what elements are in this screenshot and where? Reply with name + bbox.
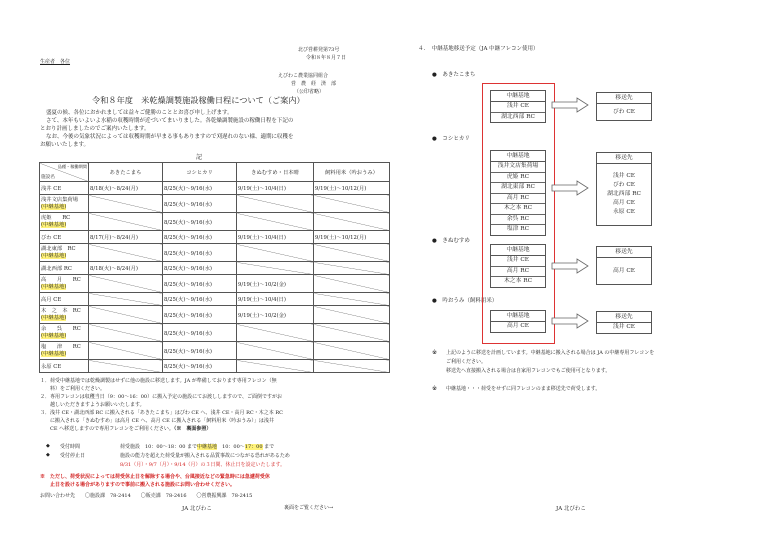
variety-label: ● きぬむすめ	[432, 238, 470, 244]
empty-cell	[89, 342, 163, 360]
facility-name-cell	[40, 342, 89, 360]
empty-cell	[314, 262, 390, 275]
org-name: えびわこ農業協同組合	[278, 73, 329, 79]
empty-cell	[314, 213, 390, 231]
reference-mark-icon: ※	[432, 385, 438, 392]
empty-cell	[237, 342, 314, 360]
table-row	[40, 195, 390, 213]
table-row	[40, 244, 390, 262]
schedule-cell: 8/25(火)〜9/16(水)	[163, 306, 237, 324]
relay-base-tag: (中継基地)	[41, 350, 67, 357]
reference-mark-icon: ※	[432, 349, 438, 356]
destination-box	[596, 311, 652, 334]
facility-name: 虎姫 RC	[41, 214, 71, 221]
schedule-cell: 8/25(火)〜9/16(水)	[163, 195, 237, 213]
schedule-cell: 8/25(火)〜9/16(水)	[163, 275, 237, 293]
schedule-cell: 8/18(火)〜8/24(月)	[89, 182, 163, 195]
table-row	[40, 324, 390, 342]
empty-cell	[314, 324, 390, 342]
relay-facility: 虎姫 RC	[491, 173, 545, 184]
relay-box-header: 中継基地	[491, 311, 545, 322]
facility-name: 永原 CE	[40, 360, 89, 373]
schedule-cell: 8/25(火)〜9/16(水)	[163, 262, 237, 275]
contact-info: お問い合わせ先 〇施設課 78-2414 〇販売課 78-2416 〇営農振興課 78-2415	[40, 493, 253, 499]
facility-name: 高月 CE	[40, 293, 89, 306]
bullet-diamond-icon: ◆	[46, 452, 50, 458]
table-row	[40, 231, 390, 244]
ki-label: 記	[196, 154, 203, 161]
destination-facility: 高月 CE	[612, 200, 636, 206]
facility-name: びわ CE	[40, 231, 89, 244]
empty-cell	[237, 213, 314, 231]
note-line: ２．専用フレコンは収穫当日（9：00〜16：00）に搬入予定の施設にてお渡ししますので、ご面倒ですがお	[40, 394, 282, 400]
empty-cell	[314, 195, 390, 213]
destination-facility: びわ CE	[612, 109, 636, 115]
facility-name: 湖北西部 RC	[40, 262, 89, 275]
schedule-cell: 8/25(火)〜9/16(水)	[163, 231, 237, 244]
schedule-cell: 8/25(火)〜9/16(水)	[163, 293, 237, 306]
body-line-5: お願いいたします。	[40, 142, 90, 148]
empty-cell	[89, 195, 163, 213]
relay-facility: 木之本 RC	[491, 204, 545, 215]
relay-base-tag: (中継基地)	[41, 314, 67, 321]
destination-facility: 高月 CE	[612, 268, 636, 274]
schedule-cell: 8/25(火)〜9/16(水)	[163, 360, 237, 373]
schedule-cell: 8/17(月)〜8/24(月)	[89, 231, 163, 244]
transfer-arrow-icon	[551, 313, 589, 329]
empty-cell	[314, 342, 390, 360]
destination-box	[596, 152, 652, 226]
note-text: CE へ移送しますので専用フレコンをご利用ください。	[40, 426, 174, 432]
table-header-row	[40, 163, 390, 182]
relay-facility: 湖北西部 RC	[501, 113, 535, 120]
relay-definition-note: 中継基地・・・荷受をせずに同フレコンのまま移送先で荷受します。	[446, 386, 601, 392]
facility-name-cell	[40, 213, 89, 231]
table-row	[40, 360, 390, 373]
empty-cell	[314, 293, 390, 306]
relay-facility: 余呉 RC	[491, 215, 545, 226]
stop-text: 施設の能力を超えた荷受量が搬入される品質事故につながる恐れがあるため	[120, 453, 290, 459]
column-header: きぬむすめ・日本晴	[237, 163, 314, 182]
empty-cell	[89, 213, 163, 231]
variety-name: 吟おうみ（飼料用米）	[442, 298, 498, 304]
destination-facility: 浅井 CE	[612, 173, 636, 179]
destination-facility: びわ CE	[612, 182, 636, 188]
stop-label: 受付停止日	[60, 453, 86, 459]
empty-cell	[314, 244, 390, 262]
note-line: に搬入される「きぬむすめ」は高月 CE へ、高月 CE に搬入される「飼料用米（吟おうみ）」は浅井	[40, 418, 274, 424]
receive-label: 受付時間	[60, 444, 81, 450]
table-row	[40, 293, 390, 306]
warning-line-2: 止日を設ける場合がありますので事前に搬入される施設にお問い合わせください。	[40, 482, 236, 488]
destination-facility: 浅井 CE	[612, 324, 636, 330]
facility-name: 高 月 RC	[41, 276, 81, 283]
schedule-cell: 8/25(火)〜9/16(水)	[163, 182, 237, 195]
doc-date: 令和８年８月７日	[306, 55, 347, 61]
destination-box-header: 移送先	[597, 312, 651, 323]
column-header: コシヒカリ	[163, 163, 237, 182]
relay-base-box	[490, 310, 546, 333]
variety-label: ● あきたこまち	[432, 72, 476, 78]
schedule-cell: 8/25(火)〜9/16(水)	[163, 213, 237, 231]
footer-org: JA 北びわこ	[556, 506, 586, 512]
body-line-4: なお、今後の気象状況によっては収穫時期が早まる事もありますので刈遅れのない様、適期に収穫を	[46, 134, 294, 140]
transfer-arrow-icon	[551, 258, 589, 274]
variety-name: あきたこまち	[442, 72, 476, 78]
header-variety-label: 品種・稼働期間	[57, 164, 87, 169]
relay-base-tag: (中継基地)	[41, 221, 67, 228]
table-row	[40, 275, 390, 293]
back-page-reference: （※ 裏面参照）	[173, 426, 212, 432]
table-row	[40, 342, 390, 360]
empty-cell	[314, 275, 390, 293]
relay-base-highlight: 中継基地	[197, 444, 218, 450]
seal-omitted: （公印省略）	[294, 89, 325, 95]
variety-name: コシヒカリ	[442, 136, 470, 142]
stop-dates: 8/31（月）・9/7（月）・9/14（月）の３日間、休止日を設定いたします。	[120, 462, 286, 468]
note-line: 料）をご利用ください。	[40, 386, 106, 392]
addressee: 生産者 各位	[40, 59, 71, 65]
relay-facility: 高月 RC	[491, 194, 545, 205]
bullet-diamond-icon: ◆	[46, 443, 50, 449]
schedule-cell: 9/19(土)〜10/12(月)	[314, 182, 390, 195]
transfer-arrow-icon	[551, 97, 589, 113]
destination-facility: 湖北西部 RC	[607, 191, 641, 197]
empty-cell	[89, 275, 163, 293]
see-back-note: 裏面をご覧ください→	[284, 505, 334, 511]
receive-hours	[120, 443, 274, 450]
empty-cell	[237, 324, 314, 342]
relay-facility: 浅井 CE	[491, 256, 545, 267]
relay-facility: 木之本 RC	[503, 278, 533, 284]
org-dept: 営 農 経 済 部	[291, 81, 337, 87]
facility-name-cell	[40, 275, 89, 293]
empty-cell	[237, 244, 314, 262]
empty-cell	[237, 262, 314, 275]
empty-cell	[89, 306, 163, 324]
section-heading: ４． 中継基地移送予定（JA 中継フレコン使用）	[418, 46, 539, 52]
facility-name-cell	[40, 244, 89, 262]
relay-facility: 塩津 RC	[506, 226, 530, 232]
empty-cell	[237, 195, 314, 213]
relay-base-box	[490, 244, 546, 288]
schedule-cell: 9/19(土)〜10/4(日)	[237, 182, 314, 195]
variety-name: きぬむすめ	[442, 238, 470, 244]
body-line-2: さて、本年もいよいよ水稲の収穫時期が近づいてまいりました。各乾燥調製施設の稼働日程を下記の	[46, 118, 294, 124]
receive-hours-suffix: まで	[262, 444, 275, 450]
empty-cell	[314, 306, 390, 324]
table-corner-cell	[40, 163, 89, 182]
variety-label: ● 吟おうみ（飼料用米）	[432, 298, 498, 304]
destination-box	[596, 92, 652, 121]
relay-base-box	[490, 90, 546, 123]
relay-base-tag: (中継基地)	[41, 203, 67, 210]
schedule-cell: 9/19(土)〜10/4(日)	[237, 231, 314, 244]
empty-cell	[314, 360, 390, 373]
facility-name: 湖北東部 RC	[41, 245, 76, 252]
body-line-1: 盛夏の候、各位におかれましては益々ご健勝のこととお喜び申し上げます。	[46, 110, 233, 116]
schedule-cell: 8/25(火)〜9/16(水)	[163, 244, 237, 262]
facility-name-cell	[40, 195, 89, 213]
relay-box-header: 中継基地	[491, 245, 545, 256]
facility-name: 浅井文店集荷場	[41, 196, 79, 203]
table-row	[40, 306, 390, 324]
page-title: 令和８年度 米乾燥調製施設稼働日程について（ご案内）	[92, 95, 305, 105]
relay-base-tag: (中継基地)	[41, 283, 67, 290]
empty-cell	[89, 244, 163, 262]
relay-facility: 湖北東部 RC	[491, 183, 545, 194]
header-facility-label: 施設名	[41, 175, 55, 180]
schedule-cell: 9/19(土)〜10/2(金)	[237, 275, 314, 293]
table-row	[40, 182, 390, 195]
relay-facility: 浅井 CE	[491, 102, 545, 113]
facility-name: 余 呉 RC	[41, 325, 81, 332]
relay-close-time: 17：00	[244, 444, 263, 450]
column-header: あきたこまち	[89, 163, 163, 182]
facility-name: 塩 津 RC	[41, 343, 81, 350]
relay-facility: 高月 CE	[506, 323, 530, 329]
doc-number: 北び営耕発第73号	[298, 47, 340, 53]
warning-line-1: ※ ただし、荷受状況によっては荷受休止日を解除する場合や、台風接近などの緊急時には急遽荷受休	[40, 474, 270, 480]
relay-box-header: 中継基地	[491, 151, 545, 162]
empty-cell	[89, 360, 163, 373]
relay-base-box	[490, 150, 546, 236]
table-row	[40, 262, 390, 275]
variety-label: ● コシヒカリ	[432, 136, 470, 142]
body-line-3: とおり計画しましたのでご案内いたします。	[40, 126, 150, 132]
footer-org: JA 北びわこ	[182, 506, 212, 512]
schedule-cell: 8/18(火)〜8/24(月)	[89, 262, 163, 275]
empty-cell	[89, 293, 163, 306]
transfer-note-line: 移送先へ直接搬入される場合は自家用フレコンでもご使用可となります。	[446, 368, 611, 374]
destination-box-header: 移送先	[597, 247, 651, 258]
note-line: ３．浅井 CE・湖北西部 RC に搬入される「あきたこまち」はびわ CE へ、浅井 CE・高月 RC・木之本 RC	[40, 410, 283, 416]
transfer-note-line: ご利用ください。	[446, 359, 487, 365]
relay-base-tag: (中継基地)	[41, 332, 67, 339]
column-header: 飼料用米（吟おうみ）	[314, 163, 390, 182]
facility-name-cell	[40, 306, 89, 324]
schedule-cell: 9/19(土)〜10/4(日)	[237, 293, 314, 306]
destination-box-header: 移送先	[597, 153, 651, 164]
destination-box-header: 移送先	[597, 93, 651, 104]
relay-facility: 浅井文店集荷場	[491, 162, 545, 173]
facility-name: 浅井 CE	[40, 182, 89, 195]
note-line: １．荷受中継基地では乾燥調製はせずに他の施設に移送します。JA が準備しております専用フレコン（無	[40, 378, 277, 384]
relay-box-header: 中継基地	[491, 91, 545, 102]
transfer-arrow-icon	[551, 180, 589, 196]
facility-name: 木 之 本 RC	[41, 307, 81, 314]
relay-facility: 高月 RC	[491, 267, 545, 278]
note-line	[40, 425, 211, 432]
schedule-cell: 9/19(土)〜10/12(月)	[314, 231, 390, 244]
schedule-cell: 8/25(火)〜9/16(水)	[163, 324, 237, 342]
table-row	[40, 213, 390, 231]
empty-cell	[89, 324, 163, 342]
destination-facility: 永原 CE	[612, 209, 636, 215]
note-line: 越しいただきますようお願いいたします。	[40, 402, 145, 408]
receive-hours-main: 荷受施設 10：00〜18：00 まで	[120, 444, 198, 450]
schedule-cell: 9/19(土)〜10/2(金)	[237, 306, 314, 324]
relay-base-tag: (中継基地)	[41, 252, 67, 259]
destination-list	[597, 164, 651, 225]
receive-hours-relay: 10：00〜	[217, 444, 245, 450]
transfer-note-line: 上記のように移送を計画しています。中継基地に搬入される場合は JA の中継専用フレコンを	[446, 350, 655, 356]
empty-cell	[237, 360, 314, 373]
schedule-cell: 8/25(火)〜9/16(水)	[163, 342, 237, 360]
destination-box	[596, 246, 652, 285]
facility-name-cell	[40, 324, 89, 342]
schedule-table	[39, 162, 390, 373]
